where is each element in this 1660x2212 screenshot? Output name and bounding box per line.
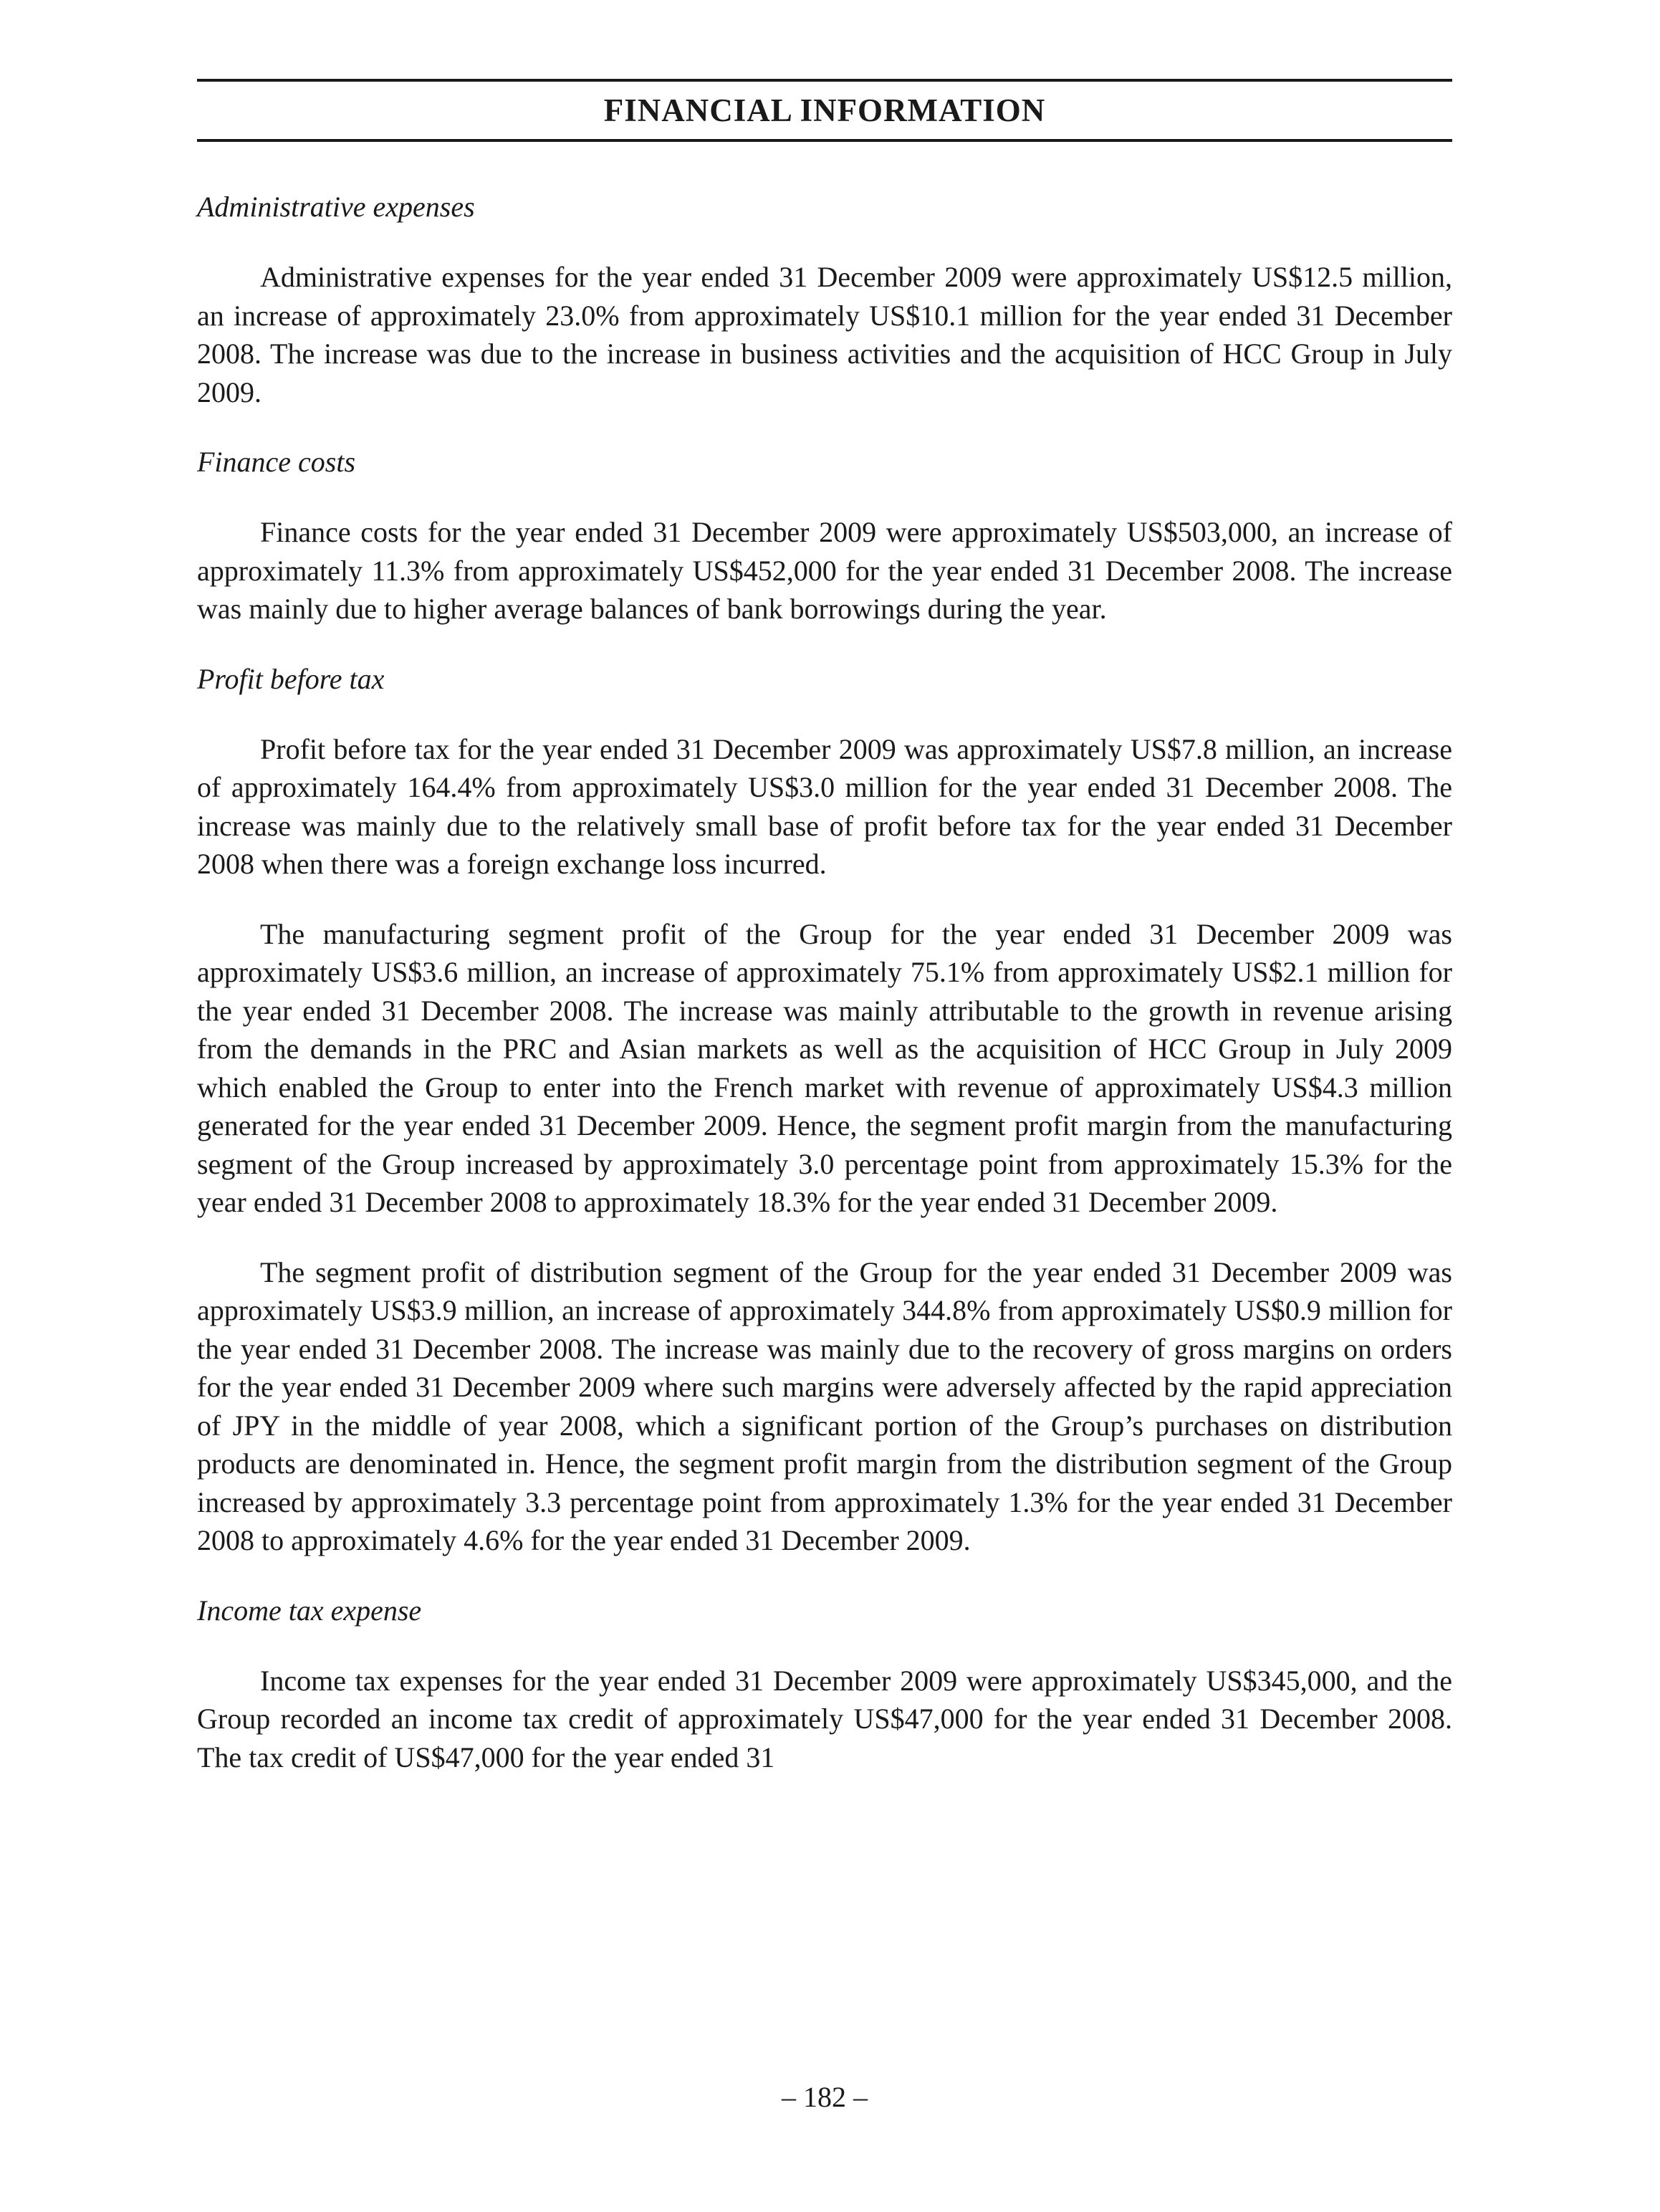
page-number: – 182 – [782, 2081, 868, 2113]
paragraph-income-tax-expense: Income tax expenses for the year ended 31 December 2009 were approximately US$345,000, and the Group recorded an income tax credit of approximately US$47,000 for the year ended 31 December 2008. The tax credit of US$47,000 for the year ended 31 [197, 1664, 1452, 1773]
paragraph-manufacturing-segment: The manufacturing segment profit of the Group for the year ended 31 December 2009 was approximately US$3.6 million, an increase of approximately 75.1% from approximately US$2.1 million for the year ended 31 December 2008. The increase was mainly attributable to the growth in revenue arising from the demands in the PRC and Asian markets as well as the acquisition of HCC Group in July 2009 which enabled the Group to enter into the French market with revenue of approximately US$4.3 million generated for the year ended 31 December 2009. Hence, the segment profit margin from the manufacturing segment of the Group increased by approximately 3.0 percentage point from approximately 15.3% for the year ended 31 December 2008 to approximately 18.3% for the year ended 31 December 2009. [197, 917, 1452, 1218]
section-heading-profit-before-tax: Profit before tax [197, 662, 385, 695]
section-heading-income-tax-expense: Income tax expense [197, 1594, 422, 1627]
header-rule-top [197, 79, 1452, 82]
header-rule-bottom [197, 139, 1452, 142]
paragraph-distribution-segment: The segment profit of distribution segment of the Group for the year ended 31 December 2009 was approximately US$3.9 million, an increase of approximately 344.8% from approximately US$0.9 million for the year ended 31 December 2008. The increase was mainly due to the recovery of gross margins on orders for the year ended 31 December 2009 where such margins were adversely affected by the rapid appreciation of JPY in the middle of year 2008, which a significant portion of the Group’s purchases on distribution products are denominated in. Hence, the segment profit margin from the distribution segment of the Group increased by approximately 3.3 percentage point from approximately 1.3% for the year ended 31 December 2008 to approximately 4.6% for the year ended 31 December 2009. [197, 1255, 1452, 1556]
paragraph-finance-costs: Finance costs for the year ended 31 December 2009 were approximately US$503,000, an increase of approximately 11.3% from approximately US$452,000 for the year ended 31 December 2008. The increase was mainly due to higher average balances of bank borrowings during the year. [197, 516, 1452, 625]
document-page [197, 0, 1452, 2212]
document-body [197, 188, 1452, 1808]
section-heading-administrative-expenses: Administrative expenses [197, 191, 475, 223]
page-header-title: FINANCIAL INFORMATION [603, 92, 1046, 128]
section-heading-finance-costs: Finance costs [197, 446, 356, 478]
paragraph-profit-before-tax: Profit before tax for the year ended 31 December 2009 was approximately US$7.8 million, an increase of approximately 164.4% from approximately US$3.0 million for the year ended 31 December 2008. The increase was mainly due to the relatively small base of profit before tax for the year ended 31 December 2008 when there was a foreign exchange loss incurred. [197, 732, 1452, 880]
paragraph-administrative-expenses: Administrative expenses for the year ended 31 December 2009 were approximately US$12.5 million, an increase of approximately 23.0% from approximately US$10.1 million for the year ended 31 December 2008. The increase was due to the increase in business activities and the acquisition of HCC Group in July 2009. [197, 261, 1452, 408]
